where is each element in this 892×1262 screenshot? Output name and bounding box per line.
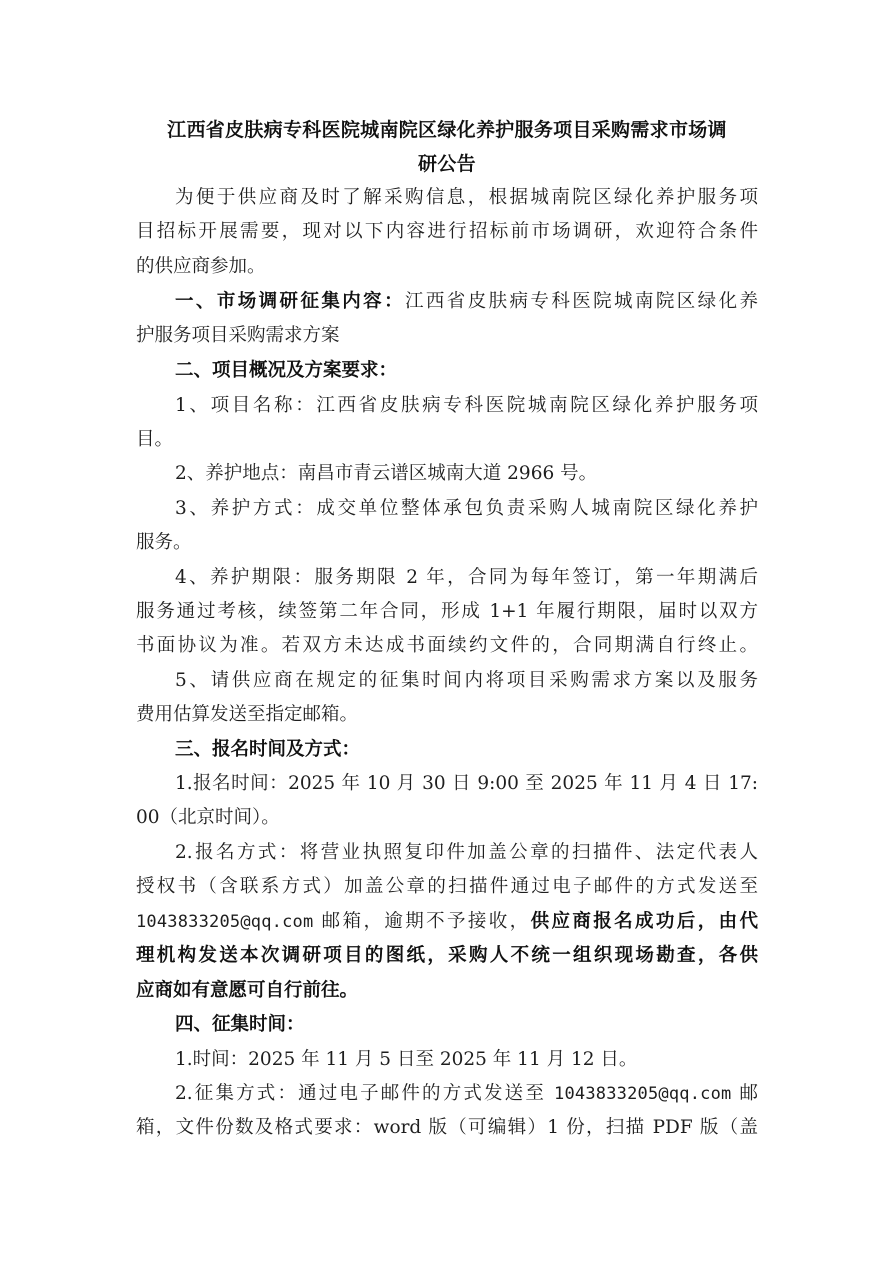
section-2-item-1-line-2: 目。 [136,429,174,450]
document-title-line-1: 江西省皮肤病专科医院城南院区绿化养护服务项目采购需求市场调 [167,119,727,141]
section-3-item-2-line-3 [136,905,758,939]
section-2-item-1-line-1: 1、项目名称：江西省皮肤病专科医院城南院区绿化养护服务项 [175,395,758,416]
section-3-item-2-line-5: 应商如有意愿可自行前往。 [136,980,359,1001]
section-1-heading: 一、市场调研征集内容： [175,291,405,312]
section-2-heading: 二、项目概况及方案要求： [175,360,398,381]
section-3-item-2-line-2: 授权书（含联系方式）加盖公章的扫描件通过电子邮件的方式发送至 [136,876,758,897]
collection-method-text: 2.征集方式：通过电子邮件的方式发送至 [175,1083,555,1104]
registration-email-address: 1043833205@qq.com [136,912,314,932]
registration-text: 邮箱，逾期不予接收， [313,911,531,932]
registration-bold-text: 供应商报名成功后，由代 [530,911,758,932]
section-4-heading: 四、征集时间： [175,1014,305,1035]
section-2-item-3-line-1: 3、养护方式：成交单位整体承包负责采购人城南院区绿化养护 [175,498,758,519]
section-4-item-1: 1.时间：2025 年 11 月 5 日至 2025 年 11 月 12 日。 [175,1049,638,1070]
section-3-item-1-line-1: 1.报名时间：2025 年 10 月 30 日 9:00 至 2025 年 11 月 4 日 17: [175,773,758,794]
section-3-item-1-line-2: 00（北京时间）。 [136,807,280,828]
section-1-line-1 [175,285,758,319]
section-1-line-2: 护服务项目采购需求方案 [136,325,340,346]
intro-paragraph-line-3: 的供应商参加。 [136,256,266,277]
section-3-item-2-line-1: 2.报名方式：将营业执照复印件加盖公章的扫描件、法定代表人 [175,842,758,863]
section-4-item-2-line-2: 箱，文件份数及格式要求：word 版（可编辑）1 份，扫描 PDF 版（盖 [136,1117,758,1138]
section-3-heading: 三、报名时间及方式： [175,739,361,760]
section-1-text: 江西省皮肤病专科医院城南院区绿化养 [404,291,758,312]
intro-paragraph-line-1: 为便于供应商及时了解采购信息，根据城南院区绿化养护服务项 [175,187,758,208]
section-2-item-4-line-2: 服务通过考核，续签第二年合同，形成 1+1 年履行期限，届时以双方 [136,601,758,622]
section-2-item-2: 2、养护地点：南昌市青云谱区城南大道 2966 号。 [175,463,598,484]
section-2-item-5-line-1: 5、请供应商在规定的征集时间内将项目采购需求方案以及服务 [175,670,758,691]
section-2-item-4-line-3: 书面协议为准。若双方未达成书面续约文件的，合同期满自行终止。 [136,635,758,656]
section-2-item-5-line-2: 费用估算发送至指定邮箱。 [136,704,359,725]
collection-email-address: 1043833205@qq.com [554,1084,732,1104]
section-2-item-3-line-2: 服务。 [136,532,192,553]
section-3-item-2-line-4: 理机构发送本次调研项目的图纸，采购人不统一组织现场勘查，各供 [136,945,758,966]
section-2-item-4-line-1: 4、养护期限：服务期限 2 年，合同为每年签订，第一年期满后 [175,567,758,588]
section-4-item-2-line-1 [175,1077,758,1111]
collection-method-suffix: 邮 [731,1083,758,1104]
document-title-line-2: 研公告 [418,153,476,175]
intro-paragraph-line-2: 目招标开展需要，现对以下内容进行招标前市场调研，欢迎符合条件 [136,221,758,242]
